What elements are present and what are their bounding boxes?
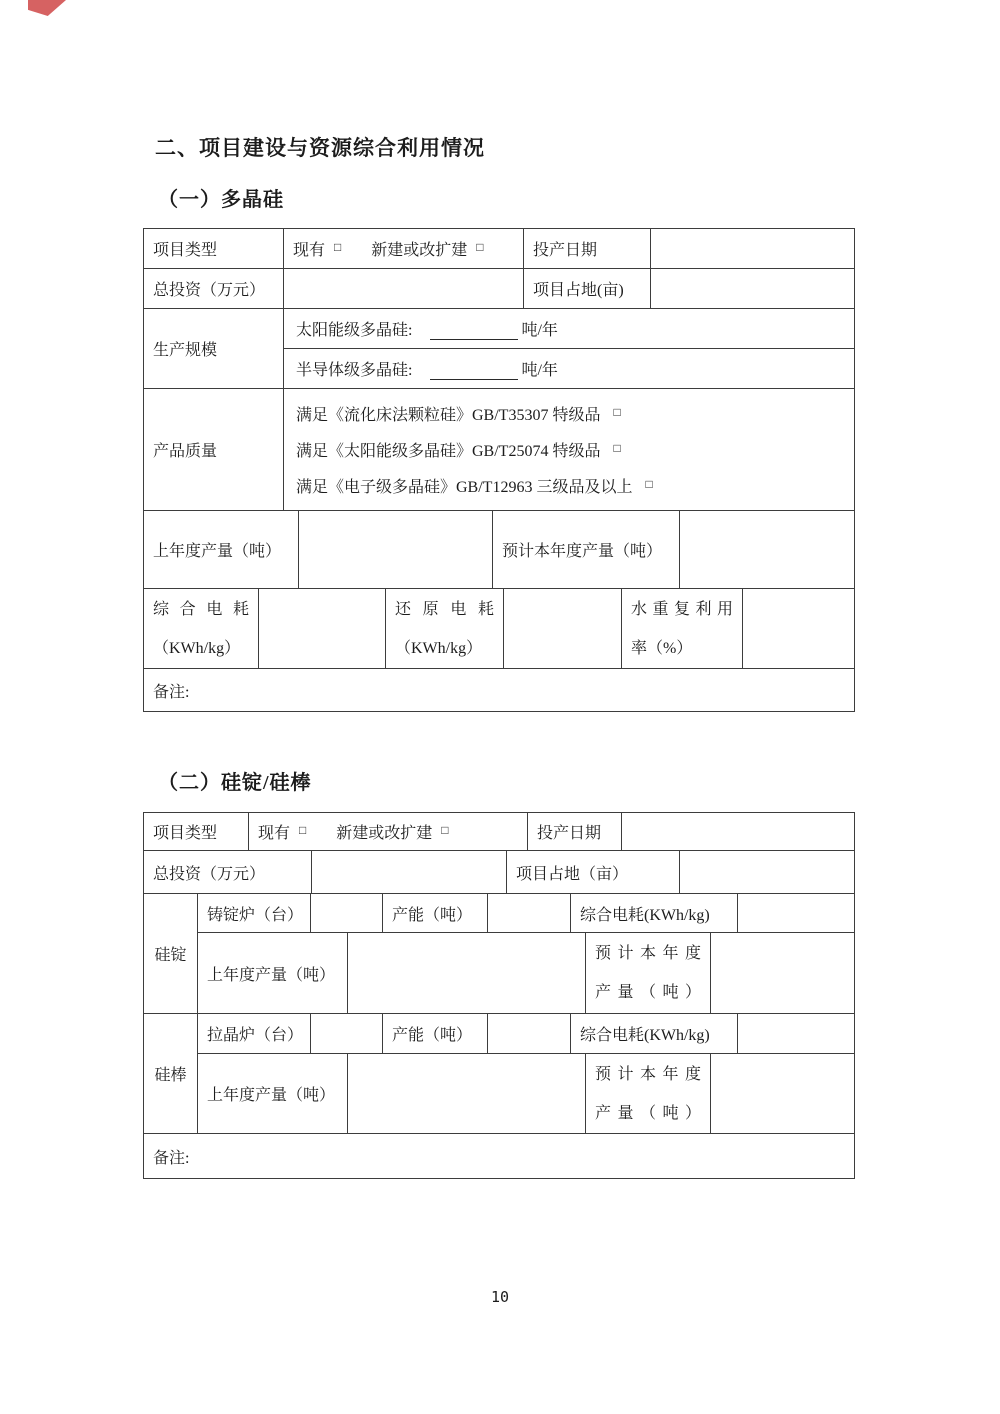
project-type-label [144,229,284,268]
quality-text: 满足《电子级多晶硅》GB/T12963 三级品及以上 [296,479,633,497]
table-row [144,269,854,309]
remarks-label: 备注: [153,1149,190,1167]
granular-silicon-checkbox[interactable]: □ [613,404,621,419]
rod-power-label [571,1014,738,1053]
ingot-section-content [198,894,854,1013]
label-text: 铸锭炉（台） [207,906,304,924]
ingot-power-label [571,894,738,932]
label-text: 硅锭 [154,947,187,964]
label-line-2: 产量（吨） [595,1104,701,1122]
production-scale-label [144,309,284,388]
ingot-capacity-label [383,894,488,932]
this-year-output-input-cell[interactable] [680,511,854,588]
remarks-label: 备注: [153,683,190,701]
subsection-heading-ingot-rod: （二）硅锭/硅棒 [158,772,312,794]
label-text: 总投资（万元） [153,282,266,299]
new-or-expand-checkbox[interactable]: □ [476,240,484,254]
remarks-cell[interactable] [144,669,854,711]
semiconductor-grade-unit: 吨/年 [521,362,558,379]
solar-grade-unit: 吨/年 [521,322,558,339]
production-date-label [524,229,651,268]
new-or-expand-option-label: 新建或改扩建 [336,825,433,842]
table-row [144,813,854,851]
ingot-power-input-cell[interactable] [738,894,854,932]
label-text: 产能（吨） [392,1027,473,1044]
label-line-2: （KWh/kg） [153,639,241,657]
label-line-2: （KWh/kg） [395,639,483,657]
ingot-capacity-input-cell[interactable] [488,894,571,932]
page-number: 10 [490,1288,510,1306]
rod-section-content [198,1014,854,1133]
solar-grade-label: 太阳能级多晶硅: [296,322,413,339]
ingot-this-year-output-input-cell[interactable] [711,933,854,1013]
existing-option-label: 现有 [293,242,326,259]
label-line-2: 产量（吨） [595,984,701,1001]
label-text [395,590,494,668]
existing-option-label: 现有 [258,825,291,842]
label-text: 项目占地（亩） [516,865,629,883]
semiconductor-grade-blank-field[interactable] [430,363,518,380]
new-or-expand-checkbox[interactable]: □ [441,823,449,837]
label-line-1: 还原电耗 [395,600,494,618]
ingot-furnace-row [198,894,854,933]
rod-this-year-output-input-cell[interactable] [711,1054,854,1133]
subsection-heading-polysilicon: （一）多晶硅 [158,189,284,211]
ingot-rod-table [143,812,855,1179]
label-line-2: 率（%） [631,639,693,657]
total-investment-input-cell[interactable] [284,269,524,308]
label-text: 投产日期 [537,825,602,842]
label-line-1: 综合电耗 [153,600,249,618]
red-corner-mark [28,0,66,16]
rod-last-year-output-input-cell[interactable] [348,1054,586,1133]
table-row [144,851,854,894]
ingot-furnace-label [198,894,311,932]
semiconductor-grade-label: 半导体级多晶硅: [296,362,413,379]
total-investment-label [144,269,284,308]
label-text: 上年度产量（吨） [207,1087,336,1104]
quality-text: 满足《太阳能级多晶硅》GB/T25074 特级品 [296,442,601,460]
land-area-label [507,851,680,893]
rod-this-year-output-label [586,1054,711,1133]
table-row [144,229,854,269]
label-text: 硅棒 [154,1067,187,1084]
existing-checkbox[interactable]: □ [334,240,342,254]
label-text: 上年度产量（吨） [207,966,336,984]
ingot-last-year-output-input-cell[interactable] [348,933,586,1013]
semiconductor-grade-row [284,349,854,388]
label-text: 项目类型 [153,825,218,842]
this-year-output-label [493,511,680,588]
label-text: 产能（吨） [392,906,473,924]
label-text: 预计本年度产量（吨） [502,543,663,560]
label-text: 产品质量 [153,443,218,460]
rod-output-row [198,1054,854,1133]
label-text [595,934,701,1012]
table-row [144,309,854,389]
rod-capacity-label [383,1014,488,1053]
solar-grade-row [284,309,854,349]
label-text: 项目类型 [153,242,218,259]
section-heading: 二、项目建设与资源综合利用情况 [155,137,485,160]
ingot-section-label [144,894,198,1013]
water-reuse-rate-label [622,589,743,668]
last-year-output-input-cell[interactable] [299,511,493,588]
rod-furnace-label [198,1014,311,1053]
reduction-power-label [386,589,504,668]
label-text: 生产规模 [153,342,218,359]
rod-section-row [144,1014,854,1134]
rod-power-input-cell[interactable] [738,1014,854,1053]
label-text: 项目占地(亩) [533,282,624,299]
ingot-furnace-input-cell[interactable] [311,894,383,932]
rod-furnace-input-cell[interactable] [311,1014,383,1053]
total-investment-input-cell[interactable] [312,851,507,893]
table-row [144,589,854,669]
label-text [595,1055,701,1133]
ingot-section-row [144,894,854,1014]
rod-capacity-input-cell[interactable] [488,1014,571,1053]
label-text: 综合电耗(KWh/kg) [580,1027,710,1044]
quality-item-solar-grade [296,438,842,461]
label-text: 投产日期 [533,242,598,259]
table-row [144,511,854,589]
quality-item-granular-silicon [296,402,842,425]
label-text: 拉晶炉（台） [207,1027,304,1044]
total-power-input-cell[interactable] [259,589,386,668]
project-type-options-cell [249,813,528,850]
quality-text: 满足《流化床法颗粒硅》GB/T35307 特级品 [296,406,601,424]
polysilicon-table [143,228,855,712]
ingot-last-year-output-label [198,933,348,1013]
project-type-label [144,813,249,850]
label-text [153,590,249,668]
existing-checkbox[interactable]: □ [299,823,307,837]
solar-grade-checkbox[interactable]: □ [613,440,621,455]
land-area-input-cell[interactable] [680,851,854,893]
water-reuse-input-cell[interactable] [743,589,854,668]
label-text: 总投资（万元） [153,865,266,883]
table-row [144,389,854,511]
new-or-expand-option-label: 新建或改扩建 [371,242,468,259]
table-row [144,1134,854,1178]
product-quality-content [284,389,854,510]
ingot-this-year-output-label [586,933,711,1013]
production-date-label [528,813,622,850]
rod-furnace-row [198,1014,854,1054]
remarks-cell[interactable] [144,1134,854,1178]
production-date-input-cell[interactable] [651,229,854,268]
label-line-1: 预计本年度 [595,945,701,962]
label-line-1: 水重复利用 [631,600,733,618]
reduction-power-input-cell[interactable] [504,589,622,668]
label-text [631,590,733,668]
land-area-input-cell[interactable] [651,269,854,308]
production-date-input-cell[interactable] [622,813,854,850]
production-scale-content [284,309,854,388]
total-power-consumption-label [144,589,259,668]
table-row [144,669,854,711]
electronic-grade-checkbox[interactable]: □ [645,477,653,492]
ingot-output-row [198,933,854,1013]
land-area-label [524,269,651,308]
quality-item-electronic-grade [296,474,842,497]
solar-grade-blank-field[interactable] [430,323,518,340]
label-text: 综合电耗(KWh/kg) [580,906,710,924]
label-text: 上年度产量（吨） [153,543,282,560]
last-year-output-label [144,511,299,588]
rod-section-label [144,1014,198,1133]
rod-last-year-output-label [198,1054,348,1133]
product-quality-label [144,389,284,510]
total-investment-label [144,851,312,893]
label-line-1: 预计本年度 [595,1065,701,1083]
project-type-options-cell [284,229,524,268]
